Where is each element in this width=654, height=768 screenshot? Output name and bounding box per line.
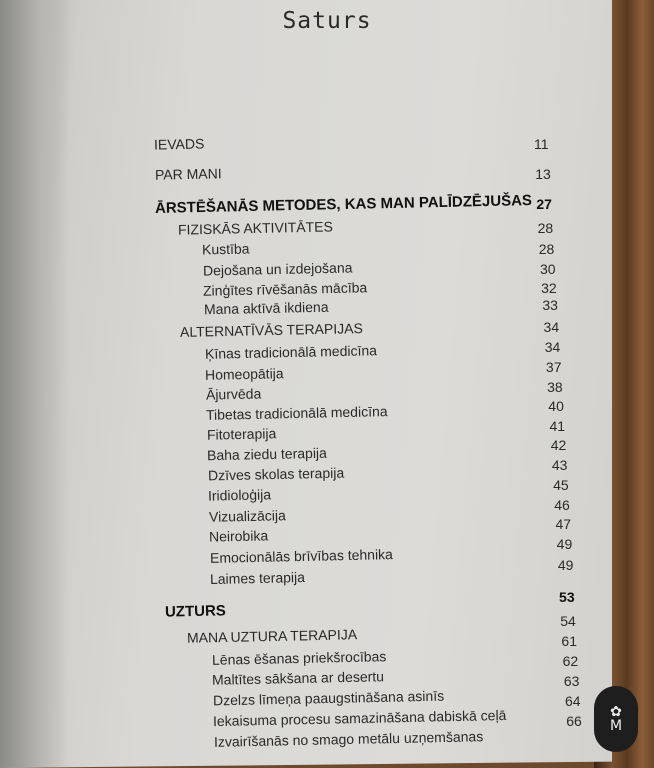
toc-entry (206, 385, 262, 402)
toc-entry-page-number: 34 (544, 339, 561, 355)
toc-entry-page-number: 28 (538, 241, 555, 257)
toc-entry-label: Izvairīšanās no smago metālu uzņemšanas (213, 728, 484, 750)
toc-entry (165, 602, 226, 620)
toc-entry-page-number: 63 (563, 673, 580, 689)
toc-entry-label: UZTURS (164, 602, 226, 621)
toc-entry (154, 165, 221, 182)
toc-entry-label: Ājurvēda (205, 385, 262, 403)
toc-entry-page-number: 30 (539, 261, 556, 277)
toc-entry (207, 445, 327, 464)
toc-entry-label: IEVADS (153, 135, 205, 153)
toc-entry-page-number: 11 (534, 136, 549, 152)
toc-entry-page-number: 54 (560, 613, 576, 629)
toc-entry (154, 135, 205, 152)
toc-entry (202, 241, 250, 258)
toc-entry-label: Dejošana un izdejošana (202, 259, 353, 279)
toc-entry-label: ALTERNATĪVĀS TERAPIJAS (179, 320, 364, 340)
toc-entry-label: Kustība (201, 240, 250, 258)
page-title: Saturs (282, 8, 372, 34)
toc-entry (207, 425, 277, 442)
toc-entry-label: Iridioloģija (208, 486, 272, 504)
toc-entry-label: Tibetas tradicionālā medicīna (206, 403, 388, 423)
toc-entry-label: Homeopātija (205, 365, 284, 383)
toc-entry-page-number: 42 (550, 437, 567, 453)
toc-entry-page-number: 38 (547, 379, 563, 395)
toc-entry-label: Iekaisuma procesu samazināšana dabiskā ceļā (213, 706, 507, 730)
toc-entry-page-number: 41 (549, 418, 566, 434)
toc-entry (210, 569, 305, 587)
toc-entry-page-number: 49 (557, 557, 574, 573)
toc-entry-page-number: 32 (541, 280, 557, 296)
toc-entry-page-number: 64 (565, 693, 581, 709)
toc-entry-label: Fitoterapija (206, 425, 277, 443)
toc-entry-page-number: 34 (543, 319, 560, 335)
toc-entry-label: Vizualizācija (208, 507, 286, 525)
toc-entry-label: Dzīves skolas terapija (207, 464, 345, 484)
toc-entry-label: ĀRSTĒŠANĀS METODES, KAS MAN PALĪDZĒJUŠAS (154, 192, 533, 217)
toc-entry-label: Dzelzs līmeņa paaugstināšana asinīs (212, 687, 445, 709)
toc-entry-page-number: 40 (548, 398, 564, 414)
toc-entry-label: Emocionālās brīvības tehnika (209, 546, 393, 566)
flower-icon: ✿ (610, 704, 622, 720)
toc-entry (205, 365, 284, 383)
toc-entry (209, 527, 268, 544)
toc-entry-label: FIZISKĀS AKTIVITĀTES (177, 218, 333, 238)
toc-entry-label: Mana aktīvā ikdiena (203, 298, 329, 318)
toc-entry-page-number: 47 (555, 516, 572, 532)
page-gutter-shadow (0, 0, 70, 768)
toc-entry-page-number: 45 (553, 477, 569, 493)
toc-entry-label: Lēnas ēšanas priekšrocības (211, 648, 387, 668)
toc-entry-page-number: 13 (535, 166, 551, 182)
toc-entry (208, 486, 271, 503)
toc-entry-page-number: 66 (566, 713, 582, 729)
toc-entry-page-number: 27 (536, 196, 552, 212)
toc-entry-page-number: 28 (537, 220, 554, 236)
toc-entry (209, 507, 286, 525)
toc-entry-label: Laimes terapija (210, 569, 306, 587)
toc-entry (203, 299, 328, 318)
toc-entry-page-number: 49 (556, 536, 573, 552)
toc-entry (177, 218, 332, 237)
toc-entry-page-number: 61 (561, 633, 577, 649)
toc-entry-label: Zinģītes rīvēšanās mācība (202, 279, 368, 299)
watermark-logo (594, 686, 638, 752)
toc-entry-page-number: 62 (562, 653, 579, 669)
toc-entry-label: Ķīnas tradicionālā medicīna (204, 342, 377, 362)
toc-entry-label: Maltītes sākšana ar desertu (212, 668, 385, 688)
toc-entry-page-number: 37 (545, 359, 562, 375)
toc-entry-page-number: 43 (551, 457, 568, 473)
toc-entry-page-number: 46 (554, 497, 570, 513)
toc-entry-label: PAR MANI (154, 165, 222, 183)
toc-entry-label: Neirobika (209, 527, 269, 545)
toc-entry-label: Baha ziedu terapija (207, 444, 328, 464)
toc-entry-label: MANA UZTURA TERAPIJA (187, 626, 358, 646)
logo-text: M (609, 718, 623, 734)
toc-entry-page-number: 53 (559, 589, 575, 605)
toc-entry (208, 465, 344, 484)
toc-entry-page-number: 33 (542, 297, 558, 313)
toc-entry (202, 259, 352, 278)
